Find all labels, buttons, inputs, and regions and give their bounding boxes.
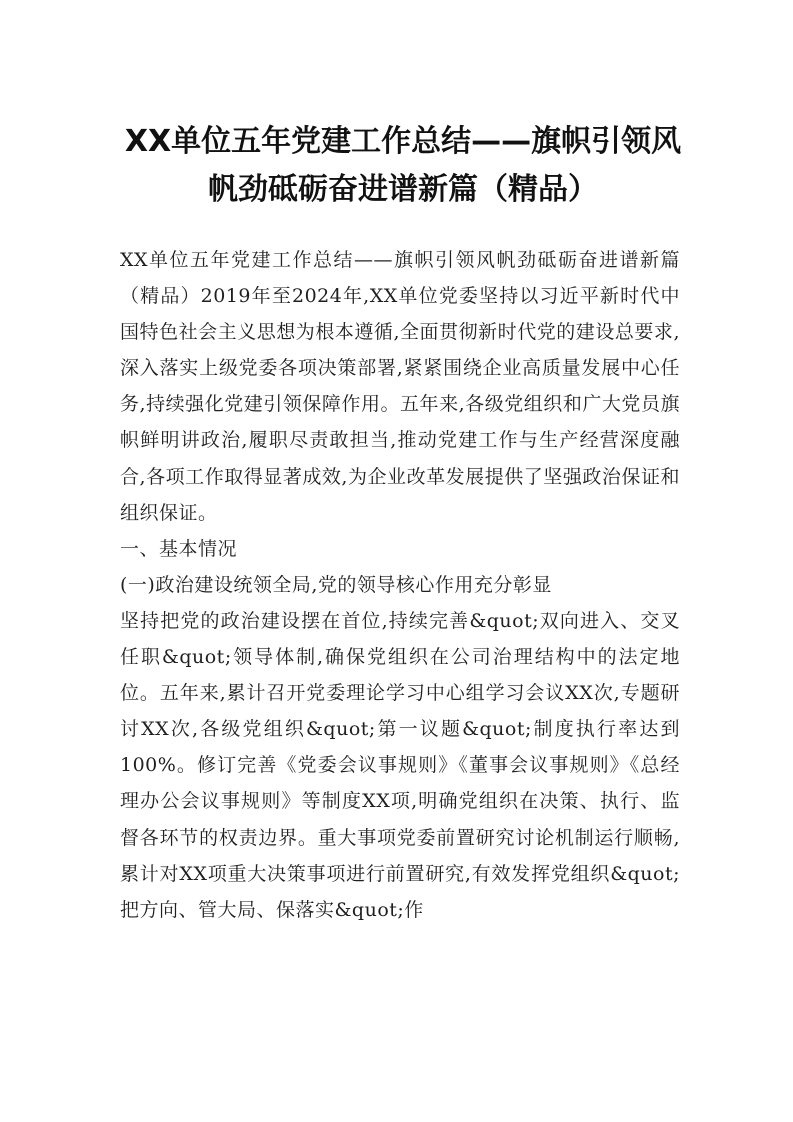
document-body <box>120 242 680 928</box>
body-paragraph: 坚持把党的政治建设摆在首位,持续完善&quot;双向进入、交叉任职&quot;领导体制,确保党组织在公司治理结构中的法定地位。五年来,累计召开党委理论学习中心组学习会议XX次,专题研讨XX次,各级党组织&quot;第一议题&quot;制度执行率达到100%。修订完善《党委会议事规则》《董事会议事规则》《总经理办公会议事规则》等制度XX项,明确党组织在决策、执行、监督各环节的权责边界。重大事项党委前置研究讨论机制运行顺畅,累计对XX项重大决策事项进行前置研究,有效发挥党组织&quot;把方向、管大局、保落实&quot;作 <box>120 609 680 921</box>
title-line-2: 帆劲砥砺奋进谱新篇（精品） <box>208 172 598 207</box>
title-line-1: XX单位五年党建工作总结——旗帜引领风 <box>124 124 682 159</box>
subsection-heading: (一)政治建设统领全局,党的领导核心作用充分彰显 <box>120 573 552 596</box>
document-title <box>118 118 688 214</box>
section-heading: 一、基本情况 <box>120 537 238 560</box>
intro-paragraph: XX单位五年党建工作总结——旗帜引领风帆劲砥砺奋进谱新篇（精品）2019年至2024年,XX单位党委坚持以习近平新时代中国特色社会主义思想为根本遵循,全面贯彻新时代党的建设总要求,深入落实上级党委各项决策部署,紧紧围绕企业高质量发展中心任务,持续强化党建引领保障作用。五年来,各级党组织和广大党员旗帜鲜明讲政治,履职尽责敢担当,推动党建工作与生产经营深度融合,各项工作取得显著成效,为企业改革发展提供了坚强政治保证和组织保证。 <box>120 249 680 524</box>
